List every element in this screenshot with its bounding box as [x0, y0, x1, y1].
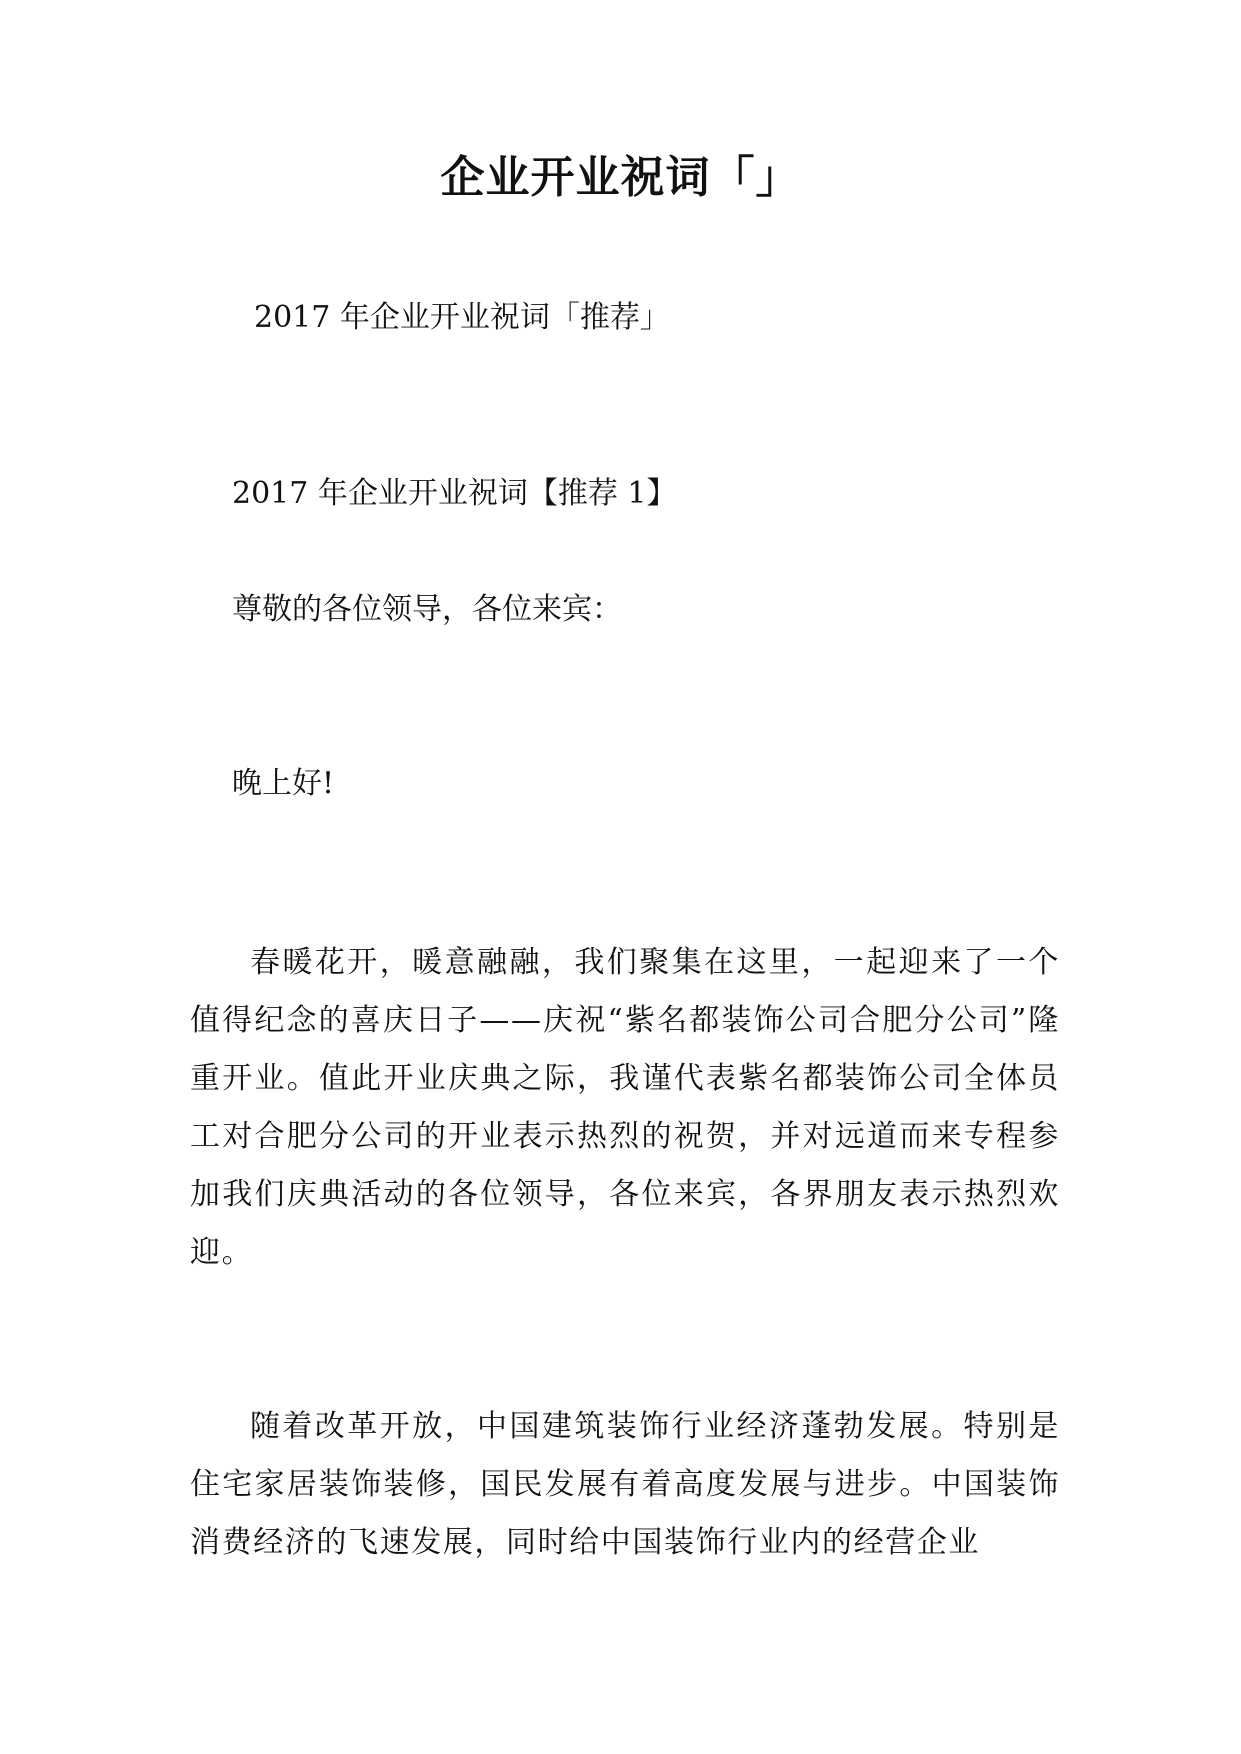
body-paragraph: 随着改革开放，中国建筑装饰行业经济蓬勃发展。特别是住宅家居装饰装修，国民发展有着高度发展与进步。中国装饰消费经济的飞速发展，同时给中国装饰行业内的经营企业 [190, 1409, 1060, 1560]
document-subtitle: 2017 年企业开业祝词「推荐」 [254, 300, 670, 335]
salutation: 尊敬的各位领导，各位来宾： [232, 592, 622, 627]
greeting: 晚上好! [232, 766, 335, 801]
document-title: 企业开业祝词「」 [440, 152, 801, 203]
body-paragraph: 春暖花开，暖意融融，我们聚集在这里，一起迎来了一个值得纪念的喜庆日子——庆祝“紫名都装饰公司合肥分公司”隆重开业。值此开业庆典之际，我谨代表紫名都装饰公司全体员工对合肥分公司的开业表示热烈的祝贺，并对远道而来专程参加我们庆典活动的各位领导，各位来宾，各界朋友表示热烈欢迎。 [190, 945, 1060, 1270]
section-heading: 2017 年企业开业祝词【推荐 1】 [232, 476, 677, 511]
